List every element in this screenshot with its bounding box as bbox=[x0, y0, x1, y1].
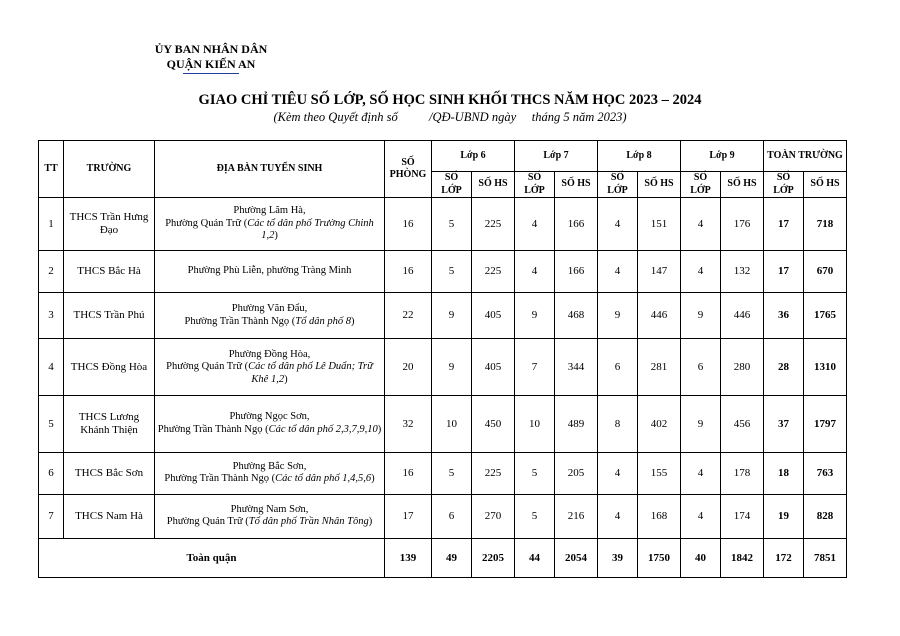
row-classes-g7: 4 bbox=[515, 250, 555, 292]
area-note: Tổ dân phố 8 bbox=[295, 315, 352, 327]
area-tail: ) bbox=[284, 373, 288, 385]
area-tail: ) bbox=[371, 473, 375, 485]
row-school: THCS Trần Hưng Đạo bbox=[64, 198, 155, 251]
row-rooms: 22 bbox=[385, 292, 432, 338]
header-grade6: Lớp 6 bbox=[432, 141, 515, 172]
row-classes-g6: 10 bbox=[432, 396, 472, 453]
header-grade8: Lớp 8 bbox=[598, 141, 681, 172]
area-detail bbox=[157, 424, 382, 437]
row-students-total: 763 bbox=[804, 452, 847, 494]
header-students-g9: SỐ HS bbox=[721, 172, 764, 198]
header-whole-school: TOÀN TRƯỜNG bbox=[764, 141, 847, 172]
area-main: Phường Nam Sơn, bbox=[230, 503, 309, 515]
header-school: TRƯỜNG bbox=[64, 141, 155, 198]
row-classes-g8: 4 bbox=[598, 198, 638, 251]
row-students-g6: 225 bbox=[472, 250, 515, 292]
row-students-g8: 155 bbox=[638, 452, 681, 494]
row-students-g9: 174 bbox=[721, 495, 764, 538]
table-row bbox=[39, 198, 847, 251]
total-classes-g7: 44 bbox=[515, 538, 555, 577]
authority-underline bbox=[183, 73, 239, 74]
row-tt: 7 bbox=[39, 495, 64, 538]
row-school: THCS Bắc Sơn bbox=[64, 452, 155, 494]
row-classes-total: 17 bbox=[764, 250, 804, 292]
row-classes-g9: 4 bbox=[681, 452, 721, 494]
row-classes-total: 19 bbox=[764, 495, 804, 538]
row-classes-g9: 4 bbox=[681, 495, 721, 538]
row-tt: 5 bbox=[39, 396, 64, 453]
header-area: ĐỊA BÀN TUYỂN SINH bbox=[155, 141, 385, 198]
row-students-g7: 216 bbox=[555, 495, 598, 538]
table-row bbox=[39, 339, 847, 396]
total-students-g6: 2205 bbox=[472, 538, 515, 577]
row-classes-g7: 5 bbox=[515, 452, 555, 494]
row-school: THCS Lương Khánh Thiện bbox=[64, 396, 155, 453]
area-sub: Phường Quán Trữ ( bbox=[166, 361, 249, 373]
row-rooms: 16 bbox=[385, 452, 432, 494]
row-students-g6: 405 bbox=[472, 292, 515, 338]
row-classes-g6: 5 bbox=[432, 198, 472, 251]
row-tt: 1 bbox=[39, 198, 64, 251]
header-classes-g8: SỐ LỚP bbox=[598, 172, 638, 198]
table-row bbox=[39, 452, 847, 494]
row-classes-total: 18 bbox=[764, 452, 804, 494]
area-note: Tổ dân phố Trần Nhân Tông bbox=[248, 516, 369, 528]
area-sub: Phường Trần Thành Ngọ ( bbox=[184, 315, 296, 327]
row-classes-total: 28 bbox=[764, 339, 804, 396]
header-grade9: Lớp 9 bbox=[681, 141, 764, 172]
row-students-g7: 489 bbox=[555, 396, 598, 453]
row-students-g8: 402 bbox=[638, 396, 681, 453]
row-classes-total: 36 bbox=[764, 292, 804, 338]
row-students-total: 1797 bbox=[804, 396, 847, 453]
area-detail bbox=[157, 473, 382, 486]
area-detail bbox=[157, 361, 382, 386]
header-rooms: SỐ PHÒNG bbox=[385, 141, 432, 198]
area-tail: ) bbox=[377, 423, 382, 435]
row-school: THCS Đồng Hòa bbox=[64, 339, 155, 396]
row-students-g9: 446 bbox=[721, 292, 764, 338]
row-classes-g6: 9 bbox=[432, 292, 472, 338]
header-students-g6: SỐ HS bbox=[472, 172, 515, 198]
quota-table bbox=[38, 140, 847, 578]
area-tail: ) bbox=[368, 516, 373, 528]
total-students-g7: 2054 bbox=[555, 538, 598, 577]
total-classes-g9: 40 bbox=[681, 538, 721, 577]
row-students-total: 828 bbox=[804, 495, 847, 538]
row-students-g8: 147 bbox=[638, 250, 681, 292]
row-classes-g8: 9 bbox=[598, 292, 638, 338]
area-note: Các tổ dân phố 2,3,7,9,10 bbox=[268, 423, 378, 435]
header-grade7: Lớp 7 bbox=[515, 141, 598, 172]
area-note: Các tổ dân phố Lê Duẩn; Trữ Khê 1,2 bbox=[248, 361, 373, 385]
row-classes-g7: 4 bbox=[515, 198, 555, 251]
header-students-g7: SỐ HS bbox=[555, 172, 598, 198]
row-students-g9: 178 bbox=[721, 452, 764, 494]
row-classes-g6: 6 bbox=[432, 495, 472, 538]
document-subtitle: (Kèm theo Quyết định số /QĐ-UBND ngày tháng 5 năm 2023) bbox=[273, 110, 627, 124]
row-area bbox=[155, 292, 385, 338]
header-students-total: SỐ HS bbox=[804, 172, 847, 198]
area-main: Phường Lãm Hà, bbox=[233, 205, 306, 217]
row-rooms: 16 bbox=[385, 198, 432, 251]
row-students-g6: 225 bbox=[472, 198, 515, 251]
row-school: THCS Bắc Hà bbox=[64, 250, 155, 292]
row-students-g8: 446 bbox=[638, 292, 681, 338]
row-students-g6: 270 bbox=[472, 495, 515, 538]
area-note: Các tổ dân phố 1,4,5,6 bbox=[275, 473, 372, 485]
row-area bbox=[155, 250, 385, 292]
row-students-g6: 225 bbox=[472, 452, 515, 494]
row-rooms: 20 bbox=[385, 339, 432, 396]
row-area bbox=[155, 495, 385, 538]
row-students-g7: 205 bbox=[555, 452, 598, 494]
row-students-g9: 456 bbox=[721, 396, 764, 453]
total-students-all: 7851 bbox=[804, 538, 847, 577]
area-sub: Phường Quán Trữ ( bbox=[165, 217, 248, 229]
row-rooms: 17 bbox=[385, 495, 432, 538]
area-sub: Phường Quán Trữ ( bbox=[166, 516, 249, 528]
row-tt: 3 bbox=[39, 292, 64, 338]
authority-line-1: ỦY BAN NHÂN DÂN bbox=[154, 42, 268, 56]
total-label: Toàn quận bbox=[39, 538, 385, 577]
area-detail bbox=[157, 316, 382, 329]
row-classes-g6: 9 bbox=[432, 339, 472, 396]
authority-line-2: QUẬN KIẾN AN bbox=[166, 57, 256, 71]
area-main: Phường Bắc Sơn, bbox=[232, 460, 307, 472]
table-row bbox=[39, 250, 847, 292]
row-students-g6: 405 bbox=[472, 339, 515, 396]
header-students-g8: SỐ HS bbox=[638, 172, 681, 198]
row-classes-g9: 4 bbox=[681, 250, 721, 292]
row-students-g6: 450 bbox=[472, 396, 515, 453]
row-students-g7: 344 bbox=[555, 339, 598, 396]
row-school: THCS Trần Phú bbox=[64, 292, 155, 338]
row-classes-total: 17 bbox=[764, 198, 804, 251]
row-classes-g7: 10 bbox=[515, 396, 555, 453]
row-students-g8: 281 bbox=[638, 339, 681, 396]
table-row bbox=[39, 396, 847, 453]
area-detail bbox=[157, 516, 382, 529]
table-row bbox=[39, 292, 847, 338]
row-classes-g7: 7 bbox=[515, 339, 555, 396]
header-classes-g7: SỐ LỚP bbox=[515, 172, 555, 198]
area-note: Các tổ dân phố Trường Chinh 1,2 bbox=[247, 217, 374, 242]
area-detail bbox=[157, 218, 382, 243]
issuing-authority bbox=[148, 42, 274, 74]
total-classes-g6: 49 bbox=[432, 538, 472, 577]
header-classes-total: SỐ LỚP bbox=[764, 172, 804, 198]
row-area bbox=[155, 452, 385, 494]
header-classes-g9: SỐ LỚP bbox=[681, 172, 721, 198]
row-rooms: 16 bbox=[385, 250, 432, 292]
area-main: Phường Ngọc Sơn, bbox=[229, 411, 310, 423]
row-classes-g7: 5 bbox=[515, 495, 555, 538]
row-classes-g8: 4 bbox=[598, 250, 638, 292]
row-area bbox=[155, 339, 385, 396]
row-classes-total: 37 bbox=[764, 396, 804, 453]
row-area bbox=[155, 396, 385, 453]
header-tt: TT bbox=[39, 141, 64, 198]
row-classes-g9: 6 bbox=[681, 339, 721, 396]
area-main: Phường Phù Liễn, phường Tràng Minh bbox=[187, 265, 352, 277]
header-classes-g6: SỐ LỚP bbox=[432, 172, 472, 198]
total-students-g9: 1842 bbox=[721, 538, 764, 577]
row-students-g7: 166 bbox=[555, 250, 598, 292]
row-students-total: 1310 bbox=[804, 339, 847, 396]
area-tail: ) bbox=[351, 315, 355, 327]
area-tail: ) bbox=[274, 230, 278, 242]
row-students-g9: 132 bbox=[721, 250, 764, 292]
row-students-g8: 151 bbox=[638, 198, 681, 251]
row-tt: 4 bbox=[39, 339, 64, 396]
total-rooms: 139 bbox=[385, 538, 432, 577]
row-tt: 6 bbox=[39, 452, 64, 494]
row-school: THCS Nam Hà bbox=[64, 495, 155, 538]
row-classes-g6: 5 bbox=[432, 452, 472, 494]
row-classes-g8: 4 bbox=[598, 495, 638, 538]
row-classes-g8: 6 bbox=[598, 339, 638, 396]
row-tt: 2 bbox=[39, 250, 64, 292]
row-students-total: 670 bbox=[804, 250, 847, 292]
row-classes-g9: 9 bbox=[681, 292, 721, 338]
row-classes-g6: 5 bbox=[432, 250, 472, 292]
row-students-g7: 166 bbox=[555, 198, 598, 251]
total-students-g8: 1750 bbox=[638, 538, 681, 577]
row-students-total: 718 bbox=[804, 198, 847, 251]
document-title: GIAO CHỈ TIÊU SỐ LỚP, SỐ HỌC SINH KHỐI THCS NĂM HỌC 2023 – 2024 bbox=[198, 92, 702, 108]
row-students-g9: 176 bbox=[721, 198, 764, 251]
row-classes-g9: 4 bbox=[681, 198, 721, 251]
row-classes-g7: 9 bbox=[515, 292, 555, 338]
row-students-g9: 280 bbox=[721, 339, 764, 396]
row-rooms: 32 bbox=[385, 396, 432, 453]
row-students-total: 1765 bbox=[804, 292, 847, 338]
total-classes-all: 172 bbox=[764, 538, 804, 577]
total-row bbox=[39, 538, 847, 577]
row-students-g7: 468 bbox=[555, 292, 598, 338]
area-main: Phường Đồng Hòa, bbox=[228, 348, 311, 360]
row-students-g8: 168 bbox=[638, 495, 681, 538]
area-main: Phường Văn Đẩu, bbox=[231, 303, 308, 315]
total-classes-g8: 39 bbox=[598, 538, 638, 577]
row-classes-g9: 9 bbox=[681, 396, 721, 453]
table-row bbox=[39, 495, 847, 538]
row-area bbox=[155, 198, 385, 251]
row-classes-g8: 8 bbox=[598, 396, 638, 453]
header-row-1 bbox=[39, 141, 847, 172]
row-classes-g8: 4 bbox=[598, 452, 638, 494]
area-sub: Phường Trần Thành Ngọ ( bbox=[157, 423, 269, 435]
area-sub: Phường Trần Thành Ngọ ( bbox=[164, 473, 276, 485]
